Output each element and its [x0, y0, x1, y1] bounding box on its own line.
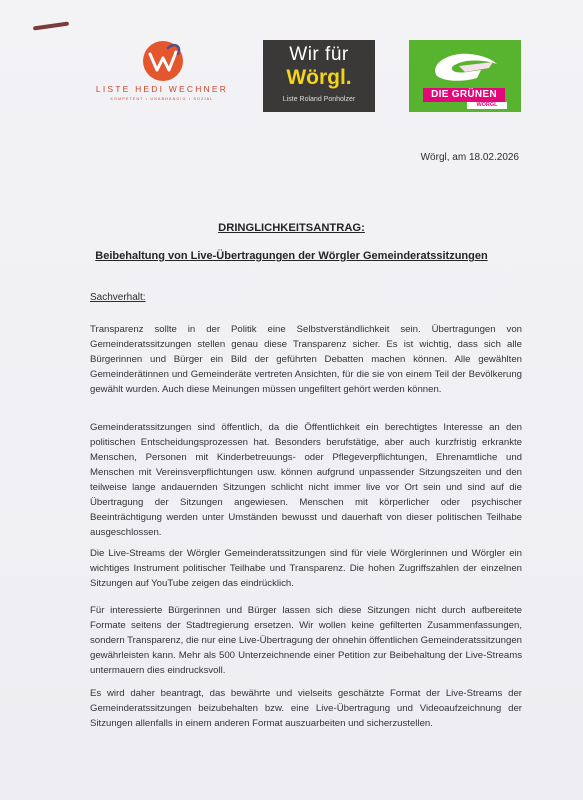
- gruene-band: DIE GRÜNEN: [423, 88, 505, 102]
- paragraph-1: Transparenz sollte in der Politik eine Selbstverständlichkeit sein. Übertragungen von Gemeinderatssitzungen stellen genau diese Transparenz sicher. Es ist wichtig, dass sich alle Bürgerinnen und Bürger ein Bild der geführten Debatten machen können. Alle gewählten Gemeinderätinnen und Gemeinderäte vertreten Ansichten, für die sie von einem Teil der Bevölkerung gewählt wurden. Auch diese Meinungen müssen ungefiltert gehört werden können.: [90, 324, 522, 395]
- wechner-logo-tagline: KOMPETENT • UNABHÄNGIG • SOZIAL: [110, 97, 214, 101]
- logo-die-gruenen: [409, 40, 521, 112]
- wir-logo-line2: Wörgl.: [286, 66, 352, 89]
- paragraph-3: Die Live-Streams der Wörgler Gemeinderatssitzungen sind für viele Wörglerinnen und Wörgler ein wichtiges Instrument politischer Teilhabe und Transparenz. Die hohen Zugriffszahlen der einzelnen Sitzungen auf YouTube zeigen das eindrücklich.: [90, 548, 522, 589]
- document-title: DRINGLICHKEITSANTRAG:: [218, 222, 365, 234]
- pen-mark: [33, 22, 69, 31]
- logo-wir-fuer-woergl: [263, 40, 375, 112]
- logo-liste-hedi-wechner: [86, 40, 238, 110]
- paragraph-2: Gemeinderatssitzungen sind öffentlich, da die Öffentlichkeit ein berechtigtes Interesse an den politischen Entscheidungsprozessen hat. Besonders berufstätige, aber auch kurzfristig erkrankte Menschen, Personen mit Kinderbetreuungs- oder Pflegeverpflichtungen, Ehrenamtliche und Menschen mit Vereinsverpflichtungen usw. können aufgrund unpassender Sitzungszeiten und den teilweise lange andauernden Sitzungen schlicht nicht immer live vor Ort sein und sind auf die Übertragung der Sitzungen angewiesen. Menschen mit körperlicher oder psychischer Beeinträchtigung werden unter Umständen bewusst und dauerhaft von dieser politischen Teilhabe ausgeschlossen.: [90, 422, 522, 538]
- paragraph-4: Für interessierte Bürgerinnen und Bürger lassen sich diese Sitzungen nicht durch aufbereitete Formate seitens der Stadtregierung ersetzen. Wir wollen keine gefilterten Zusammenfassungen, sondern Transparenz, die nur eine Live-Übertragung der ohnehin öffentlichen Gemeinderatssitzungen gewährleisten kann. Mehr als 500 Unterzeichnende einer Petition zur Beibehaltung der Live-Streams untermauern dies eindrucksvoll.: [90, 605, 522, 676]
- wechner-logo-icon: [142, 40, 184, 82]
- gruene-g-icon: [419, 46, 511, 88]
- section-heading: Sachverhalt:: [90, 292, 146, 303]
- gruene-town: WÖRGL: [467, 102, 507, 109]
- wir-logo-line3: Liste Roland Ponholzer: [282, 96, 356, 103]
- document-date: Wörgl, am 18.02.2026: [420, 152, 519, 163]
- wir-logo-line1: Wir für: [289, 44, 349, 65]
- document-subject: Beibehaltung von Live-Übertragungen der Wörgler Gemeinderatssitzungen: [95, 250, 488, 262]
- paragraph-5: Es wird daher beantragt, das bewährte und vielseits geschätzte Format der Live-Streams der Gemeinderatssitzungen beizubehalten bzw. eine Live-Übertragung und Videoaufzeichnung der Sitzungen allenfalls in einem anderen Format auszuarbeiten und sicherzustellen.: [90, 688, 522, 729]
- wechner-logo-name: LISTE HEDI WECHNER: [95, 84, 229, 94]
